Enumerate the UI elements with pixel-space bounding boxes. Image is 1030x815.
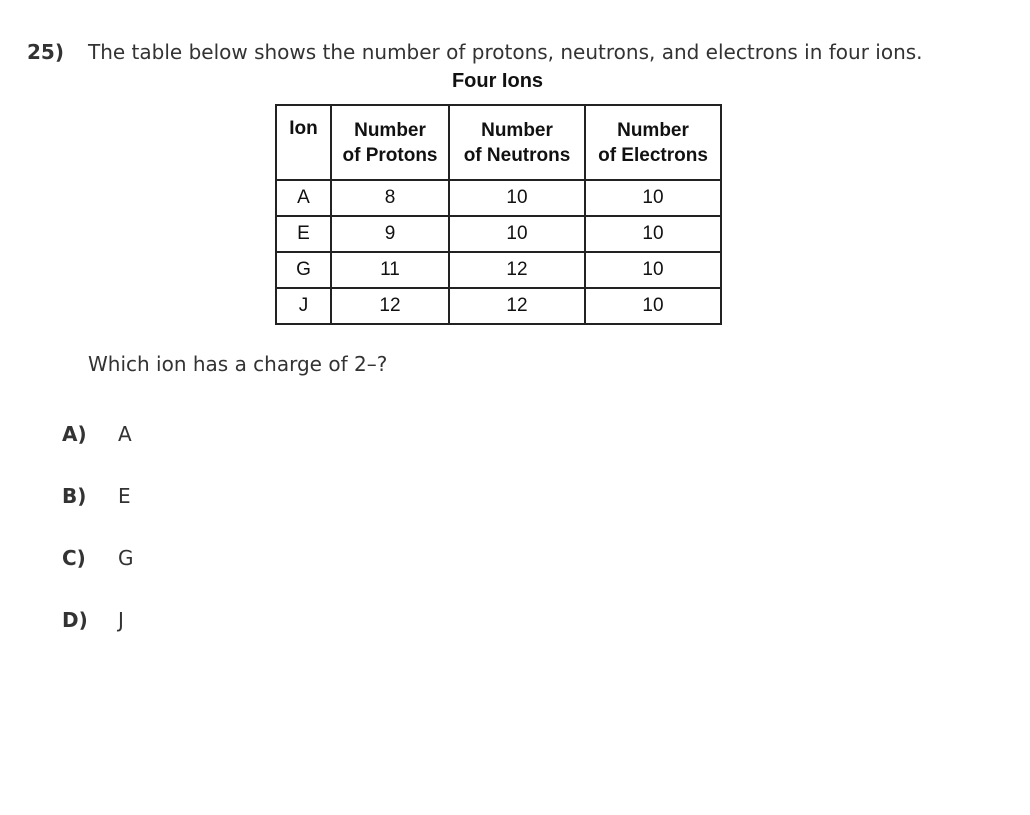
choice-d[interactable] [62,608,124,632]
choice-c[interactable] [62,546,134,570]
header-neutrons-line1: Number [481,119,553,141]
cell-ion: E [276,216,331,252]
cell-electrons: 10 [585,252,721,288]
cell-protons: 12 [331,288,449,324]
question-number: 25) [27,40,64,64]
table-row [276,216,721,252]
cell-neutrons: 10 [449,216,585,252]
header-protons-line2: of Protons [342,144,438,166]
header-ion [276,105,331,180]
choice-b[interactable] [62,484,131,508]
choice-answer: G [118,546,134,570]
cell-electrons: 10 [585,288,721,324]
header-electrons [585,105,721,180]
choice-answer: E [118,484,131,508]
header-protons [331,105,449,180]
table-header-row [276,105,721,180]
choice-letter: D) [62,608,88,632]
header-electrons-line1: Number [617,119,689,141]
header-neutrons [449,105,585,180]
question-prompt: Which ion has a charge of 2–? [88,352,388,376]
ions-table [275,104,722,325]
choice-answer: A [118,422,132,446]
table-row [276,252,721,288]
cell-electrons: 10 [585,180,721,216]
choice-letter: A) [62,422,87,446]
header-protons-line1: Number [354,119,426,141]
cell-ion: J [276,288,331,324]
choice-a[interactable] [62,422,132,446]
cell-protons: 8 [331,180,449,216]
cell-ion: G [276,252,331,288]
cell-protons: 9 [331,216,449,252]
choice-letter: C) [62,546,86,570]
cell-neutrons: 12 [449,252,585,288]
header-ion-label: Ion [289,118,318,139]
cell-ion: A [276,180,331,216]
cell-neutrons: 12 [449,288,585,324]
choice-letter: B) [62,484,87,508]
header-neutrons-line2: of Neutrons [463,144,571,166]
cell-protons: 11 [331,252,449,288]
table-row [276,288,721,324]
cell-neutrons: 10 [449,180,585,216]
question-text: The table below shows the number of protons, neutrons, and electrons in four ions. [88,40,923,64]
table-title: Four Ions [451,70,544,92]
table-row [276,180,721,216]
header-electrons-line2: of Electrons [598,144,708,166]
choice-answer: J [118,608,124,632]
cell-electrons: 10 [585,216,721,252]
